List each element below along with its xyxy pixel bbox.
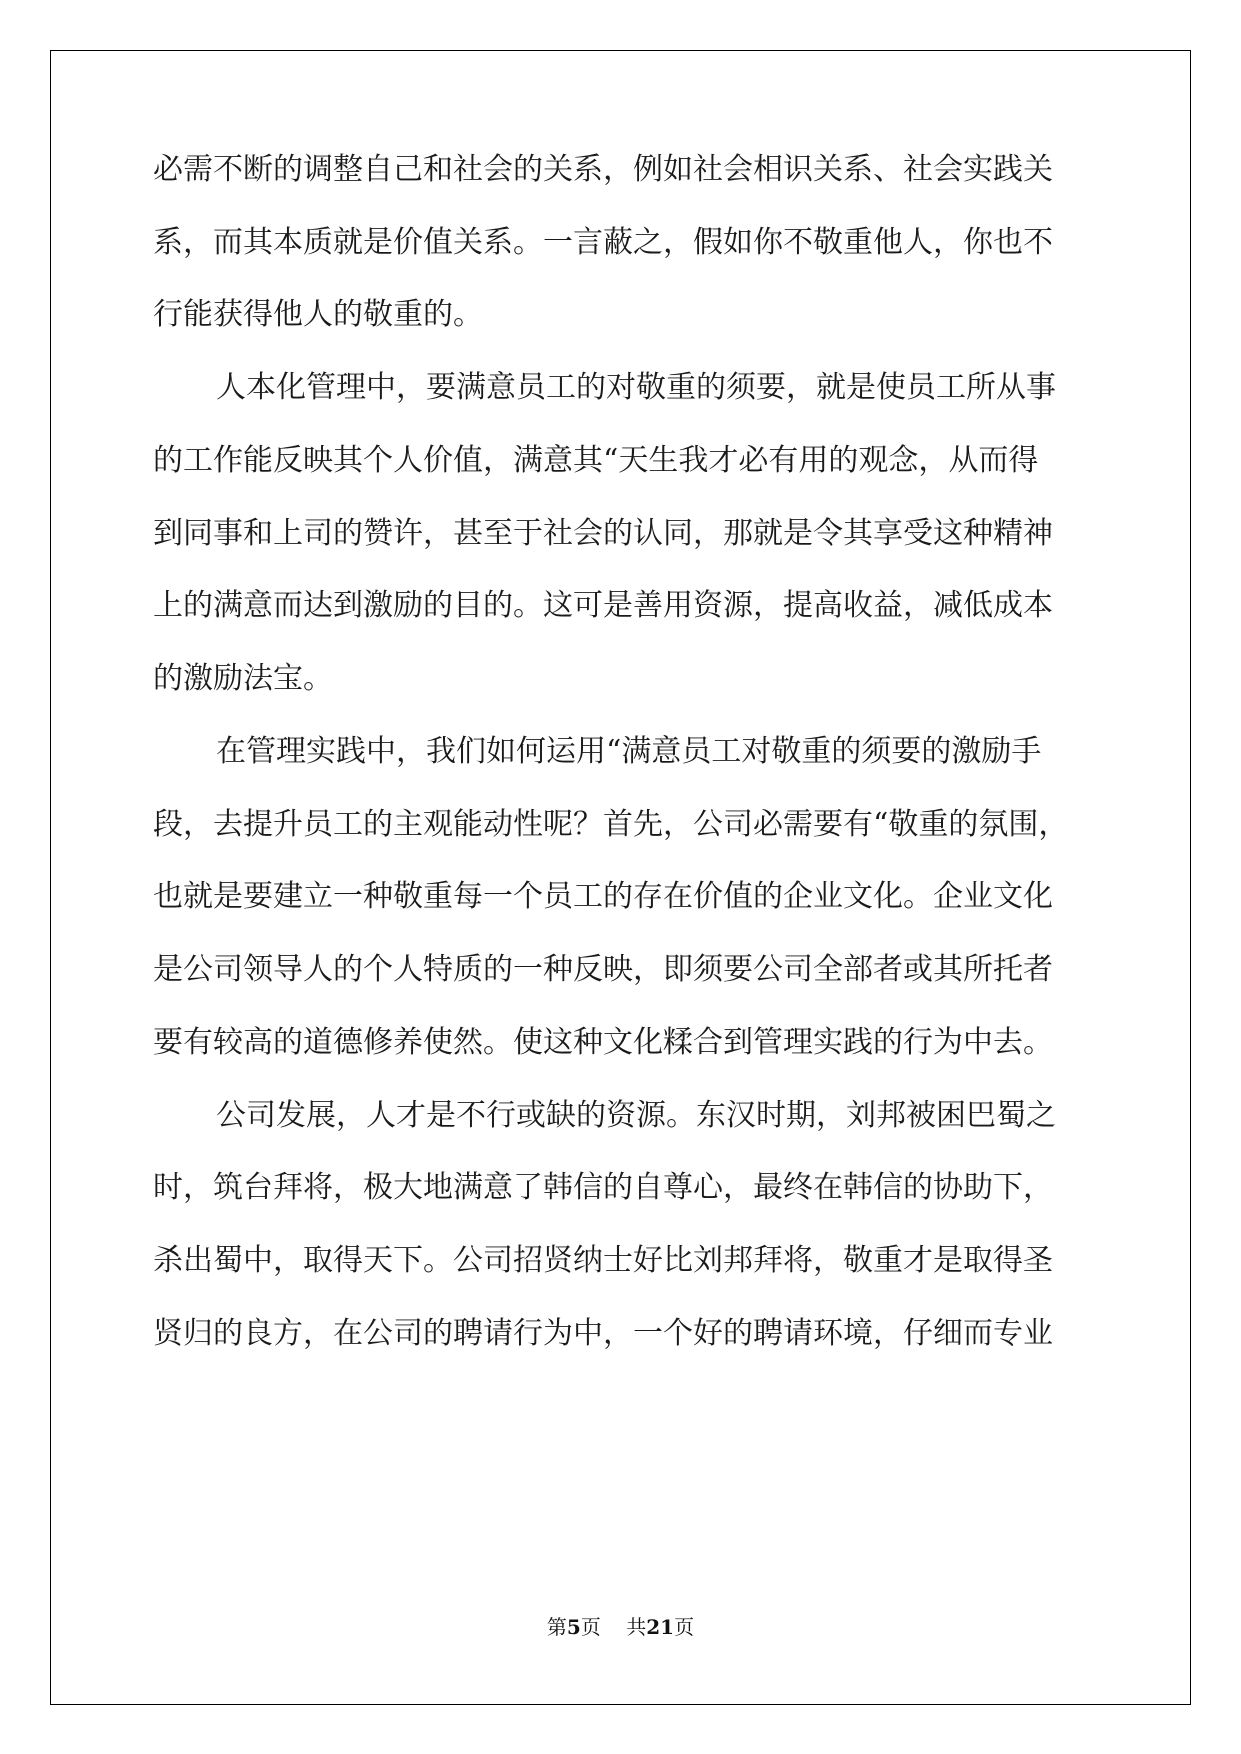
text-line: 是公司领导人的个人特质的一种反映，即须要公司全部者或其所托者 — [153, 952, 1053, 987]
text-line: 时，筑台拜将，极大地满意了韩信的自尊心，最终在韩信的协助下， — [153, 1170, 1053, 1205]
footer-page-word: 页 — [580, 1615, 601, 1639]
current-page-number: 5 — [566, 1615, 581, 1639]
text-line: 的工作能反映其个人价值，满意其“天生我才必有用的观念，从而得 — [153, 443, 1039, 478]
page-footer — [0, 1615, 1241, 1639]
text-line: 公司发展，人才是不行或缺的资源。东汉时期，刘邦被困巴蜀之 — [216, 1098, 1056, 1133]
text-line: 必需不断的调整自己和社会的关系，例如社会相识关系、社会实践关 — [153, 152, 1053, 187]
text-line: 到同事和上司的赞许，甚至于社会的认同，那就是令其享受这种精神 — [153, 516, 1053, 551]
footer-prefix: 第 — [546, 1615, 567, 1639]
text-line: 在管理实践中，我们如何运用“满意员工对敬重的须要的激励手 — [216, 734, 1042, 769]
footer-total-suffix: 页 — [674, 1615, 695, 1639]
text-line: 要有较高的道德修养使然。使这种文化糅合到管理实践的行为中去。 — [153, 1025, 1053, 1060]
text-line: 行能获得他人的敬重的。 — [153, 297, 483, 332]
text-line: 系，而其本质就是价值关系。一言蔽之，假如你不敬重他人，你也不 — [153, 225, 1053, 260]
text-line: 杀出蜀中，取得天下。公司招贤纳士好比刘邦拜将，敬重才是取得圣 — [153, 1243, 1053, 1278]
text-line: 上的满意而达到激励的目的。这可是善用资源，提高收益，减低成本 — [153, 588, 1053, 623]
text-line: 段，去提升员工的主观能动性呢？首先，公司必需要有“敬重的氛围， — [153, 807, 1069, 842]
footer-total-prefix: 共 — [626, 1615, 647, 1639]
text-line: 贤归的良方，在公司的聘请行为中，一个好的聘请环境，仔细而专业 — [153, 1316, 1053, 1351]
total-page-count: 21 — [646, 1615, 675, 1639]
text-line: 的激励法宝。 — [153, 661, 333, 696]
text-line: 人本化管理中，要满意员工的对敬重的须要，就是使员工所从事 — [216, 370, 1056, 405]
text-line: 也就是要建立一种敬重每一个员工的存在价值的企业文化。企业文化 — [153, 879, 1053, 914]
